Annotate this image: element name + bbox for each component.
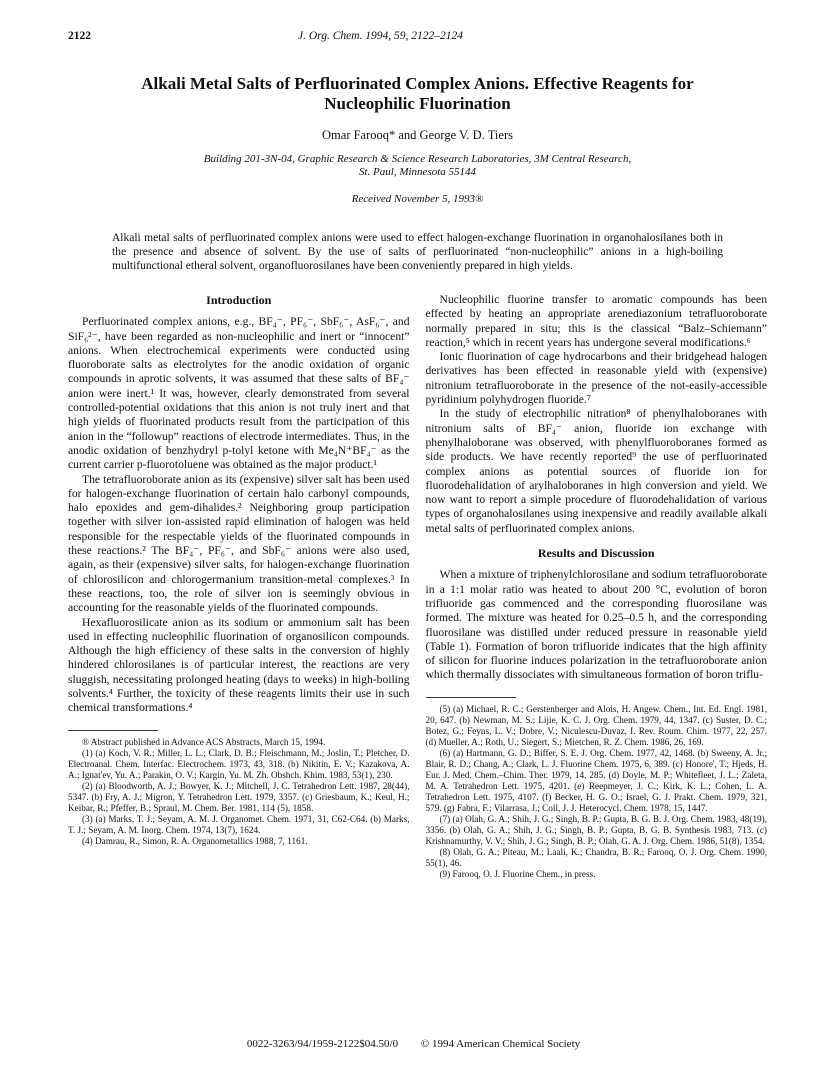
footnote: (2) (a) Bloodworth, A. J.; Bowyer, K. J.; Mitchell, J. C. Tetrahedron Lett. 1987, 28(44), 5347. (b) Fry, A. J.; Migron, Y. Tetrahedron Lett. 1979, 3357. (c) Griesbaum, K.; Keul, H.; Keibar, R.; Pfeffer, B.; Spraul, M. Chem. Ber. 1981, 114 (5), 1858. — [68, 780, 410, 813]
body-columns — [68, 293, 767, 880]
footnote: ® Abstract published in Advance ACS Abstracts, March 15, 1994. — [82, 736, 326, 747]
footnote-rule — [426, 697, 516, 698]
article-authors: Omar Farooq* and George V. D. Tiers — [322, 128, 513, 142]
footnote: (9) Farooq, O. J. Fluorine Chem., in press. — [439, 868, 596, 879]
paragraph: Perfluorinated complex anions, e.g., BF₄⁻, PF₆⁻, SbF₆⁻, AsF₆⁻, and SiF₆²⁻, have been regarded as non-nucleophilic and inert or “innocent” anions. When electrochemical experiments were conducted using fluoroborate salts as electrolytes for the anodic oxidation of organic compounds in aprotic solvents, it was assumed that these salts of BF₄⁻ anion were inert.¹ It was, however, clearly demonstrated from several controlled-potential oxidations that this anion is not truly inert and that high yields of fluorinated products result from the participation of this anion in the “followup” reactions of electrode intermediates. Thus, in the anodic oxidation of benzhydryl p-tolyl ketone with Me₄N⁺BF₄⁻ as the current carrier p-fluorotoluene was obtained as the major product.¹ — [68, 315, 410, 472]
journal-citation: J. Org. Chem. 1994, 59, 2122–2124 — [298, 30, 464, 42]
right-column — [426, 293, 768, 880]
left-column — [68, 293, 410, 880]
abstract: Alkali metal salts of perfluorinated complex anions were used to effect halogen-exchange fluorination in organohalosilanes both in the presence and absence of solvent. By the use of salts of perfluorinated “non-nucleophilic” anions in a high-boiling multifunctional etheral solvent, organofluorosilanes have been conveniently prepared in high yields. — [112, 232, 723, 272]
affiliation — [68, 153, 767, 179]
section-heading-introduction: Introduction — [206, 293, 272, 307]
footnote: (1) (a) Koch, V. R.; Miller, L. L.; Clark, D. B.; Fleischmann, M.; Joslin, T.; Pletcher, D. Electroanal. Chem. Interfac. Electrochem. 1973, 43, 318. (b) Nikitin, E. V.; Kazakova, A. A.; Ignat'ev, Yu. A.; Parakin, O. V.; Kargin, Yu. M. Zh. Obshch. Khim. 1983, 53(1), 230. — [68, 747, 410, 780]
section-heading-results: Results and Discussion — [537, 546, 655, 561]
footnote: (3) (a) Marks, T. J.; Seyam, A. M. J. Organomet. Chem. 1971, 31, C62-C64. (b) Marks, T. J.; Seyam, A. M. Inorg. Chem. 1974, 13(7), 1624. — [68, 813, 410, 835]
footnote-rule — [68, 730, 158, 731]
copyright: © 1994 American Chemical Society — [420, 1038, 581, 1050]
footnote: (6) (a) Hartmann, G. D.; Biffer, S. E. J. Org. Chem. 1977, 42, 1468. (b) Sweeny, A. Jr.; Blair, R. D.; Chang, A.; Clark, L. J. Fluorine Chem. 1975, 6, 389. (c) Honore', T.; Hjeds, H. Eur. J. Med. Chem.–Chim. Ther. 1979, 14, 285. (d) Doyle, M. P.; Whitefleet, J. L.; Zaleta, M. A. Tetrahedron Lett. 1975, 4201. (e) Reepmeyer, J. C.; Kirk, K. L.; Cohen, L. A. Tetrahedron Lett. 1975, 4107. (f) Becker, H. G. O.; Israel, G. J. Prakt. Chem. 1979, 321, 579. (g) Fabra, F.; Vilarrasa, J.; Coll, J. J. Heterocycl. Chem. 1978, 15, 1447. — [425, 747, 767, 813]
page-footer — [0, 1038, 827, 1050]
paragraph: When a mixture of triphenylchlorosilane and sodium tetrafluoroborate in a 1:1 molar ratio was heated to about 200 °C, evolution of boron trifluoride gas commenced and the corresponding fluorosilane was formed. The mixture was heated for 0.25–0.5 h, and the corresponding fluorosilane was distilled under reduced pressure in reasonable yield (Table 1). Formation of boron trifluoride indicates that the high affinity of silicon for fluorine induces polarization in the tetrafluoroborate anion which thermally dissociates with simultaneous formation of boron triflu- — [425, 568, 767, 682]
affiliation-line-2: St. Paul, Minnesota 55144 — [358, 166, 477, 178]
price-code: 0022-3263/94/1959-2122$04.50/0 — [246, 1038, 399, 1050]
paragraph: Nucleophilic fluorine transfer to aromatic compounds has been effected by heating an appropriate arenediazonium tetrafluoroborate normally prepared in situ; this is the classical “Balz–Schiemann” reaction,⁵ which in recent years has undergone several modifications.⁶ — [425, 293, 767, 349]
page-number: 2122 — [68, 30, 91, 42]
paragraph: Hexafluorosilicate anion as its sodium or ammonium salt has been used in effecting nucleophilic fluorination of organosilicon compounds. Although the high efficiency of these salts in the conversion of highly hindered chlorosilanes is of particular interest, the reactions are very sluggish, necessitating prolonged heating (days to weeks) in high-boiling solvents.⁴ Further, the toxicity of these reagents limits their use in such chemical transformations.⁴ — [68, 615, 410, 715]
paragraph: The tetrafluoroborate anion as its (expensive) silver salt has been used for halogen-exchange fluorination of certain halo carbonyl compounds, halo epoxides and gem-dihalides.² Neighboring group participation together with silver ion-assisted rapid elimination of halogen was held responsible for the respectable yields of the fluorinated compounds in these reactions.² The BF₄⁻, PF₆⁻, and SbF₆⁻ anions were also used, again, as their (expensive) silver salts, for halogen-exchange fluorination of chlorosilicon and chlorogermanium transition-metal complexes.³ In these reactions, too, the role of silver ion is seemingly obvious in accounting for the reasonable yields of the fluorinated compounds. — [68, 472, 410, 615]
footnote: (7) (a) Olah, G. A.; Shih, J. G.; Singh, B. P.; Gupta, B. G. B. J. Org. Chem. 1983, 48(19), 3356. (b) Olah, G. A.; Shih, J. G.; Singh, B. P.; Gupta, B. G. B. Synthesis 1983, 713. (c) Krishnamurthy, V. V.; Shih, J. G.; Singh, B. P.; Olah, G. A. J. Org. Chem. 1986, 51(8), 1354. — [425, 813, 767, 846]
footnote: (5) (a) Michael, R. C.; Gerstenberger and Alois, H. Angew. Chem., Int. Ed. Engl. 1981, 20, 647. (b) Newman, M. S.; Lijie, K. C. J. Org. Chem. 1979, 44, 1347. (c) Suster, D. C.; Botez, G.; Feyns, L. V.; Dobre, V.; Niculescu-Duvaz, I. Rev. Roum. Chim. 1977, 22, 257. (d) Mueller, A.; Roth, U.; Siegert, S.; Mietchen, R. Z. Chem. 1986, 26, 169. — [425, 703, 767, 747]
footnote: (4) Damrau, R., Simon, R. A. Organometallics 1988, 7, 1161. — [82, 835, 308, 846]
paragraph: In the study of electrophilic nitration⁸ of phenylhaloboranes with nitronium salts of BF₄⁻ anion, fluoride ion exchange with phenylhaloborane was observed, with phenylfluoroboranes formed as side products. We have recently reported⁹ the use of perfluorinated complex anions as potential sources of fluoride ion for fluorodehalidation of arylhaloboranes in high conversion and yield. We now want to report a simple procedure of fluorodehalidation of various types of organohalosilanes using inexpensive and readily available alkali metal salts of perfluorinated complex anions. — [425, 407, 767, 535]
footnote: (8) Olah, G. A.; Piteau, M.; Laali, K.; Chandra, B. R.; Farooq, O. J. Org. Chem. 1990, 55(1), 46. — [425, 846, 767, 868]
affiliation-line-1: Building 201-3N-04, Graphic Research & Science Research Laboratories, 3M Central Research, — [203, 153, 632, 165]
received-date: Received November 5, 1993® — [351, 193, 484, 205]
paragraph: Ionic fluorination of cage hydrocarbons and their bridgehead halogen derivatives has been effected in reasonable yield with (expensive) nitronium tetrafluoroborate in the presence of the not-easily-accessible pyridinium polyhydrogen fluoride.⁷ — [425, 350, 767, 407]
running-head — [68, 30, 767, 48]
article-title: Alkali Metal Salts of Perfluorinated Complex Anions. Effective Reagents for Nucleophilic Fluorination — [141, 74, 694, 113]
